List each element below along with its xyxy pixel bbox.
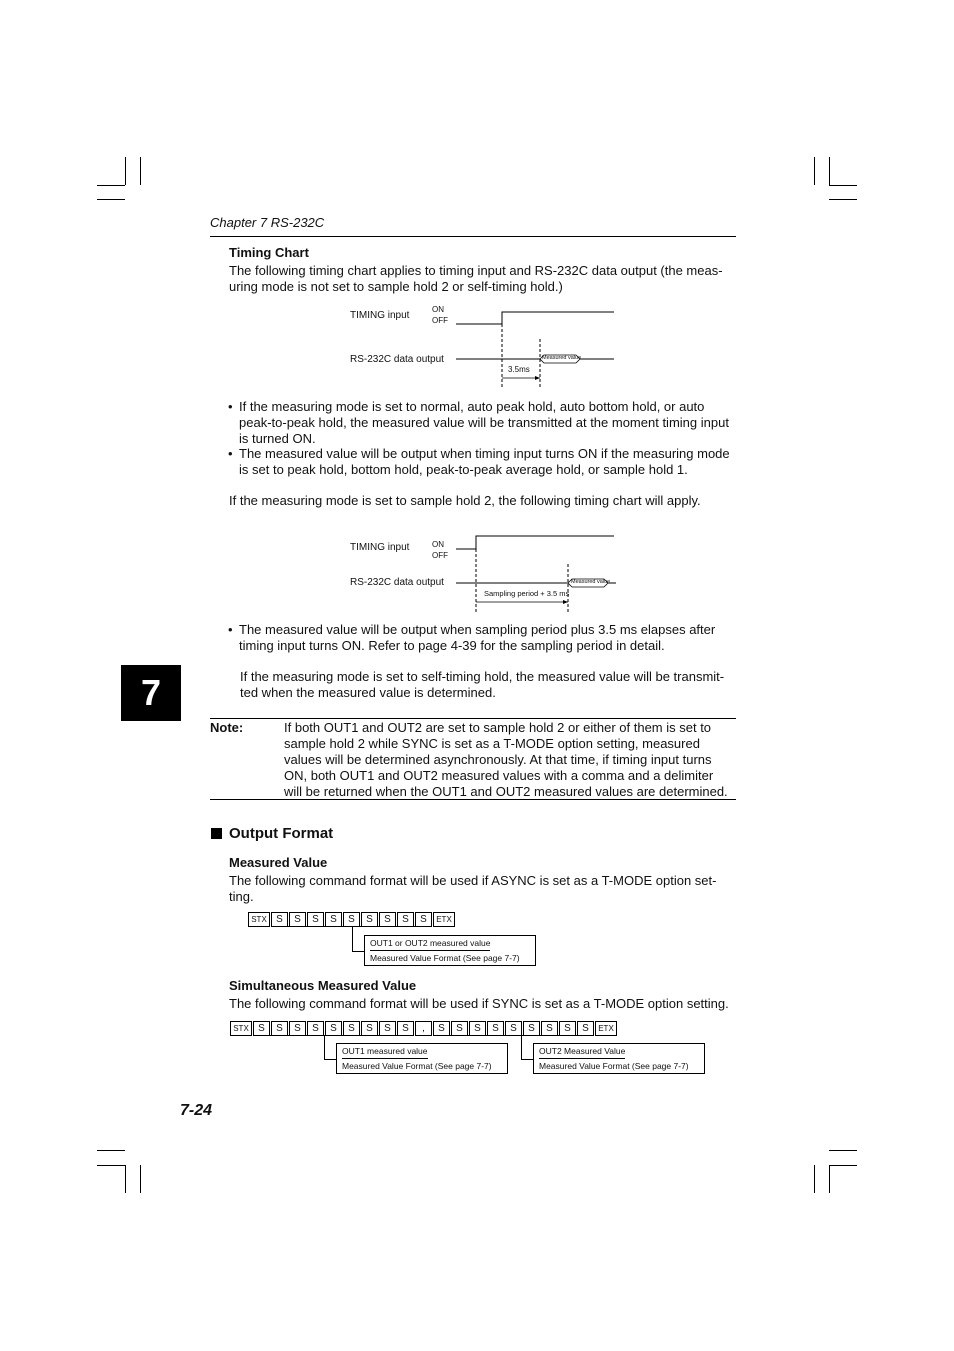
sync-command-cell: S: [307, 1021, 324, 1036]
chapter-tab: 7: [121, 665, 181, 721]
sync-command-cell: S: [523, 1021, 540, 1036]
diagram2-timing-input-label: TIMING input: [350, 542, 410, 553]
async-bracket-foot: [352, 951, 364, 952]
bullet-hold-modes: • The measured value will be output when timing input turns ON if the measuring mode is set to peak hold, bottom hold, peak-to-peak average hold, or sample hold 1.: [228, 446, 730, 477]
sync-out2-bracket-line: [434, 1035, 592, 1036]
diagram1-on-label: ON: [432, 305, 444, 314]
page-number: 7-24: [180, 1102, 213, 1119]
measured-value-line2: ting.: [229, 889, 254, 904]
async-command-cell: S: [379, 912, 396, 927]
diagram2-on-label: ON: [432, 540, 444, 549]
sync-command-cell: ,: [415, 1021, 432, 1036]
timing-chart-heading: Timing Chart: [229, 245, 309, 260]
sync-command-cell: S: [361, 1021, 378, 1036]
note-label: Note:: [210, 720, 244, 735]
diagram1-measured-value: Measured value: [542, 355, 582, 361]
header-rule: [210, 236, 736, 237]
output-format-heading: Output Format: [229, 825, 334, 842]
sync-command-cell: S: [379, 1021, 396, 1036]
async-bracket-line: [274, 926, 432, 927]
diagram1-timing-input-label: TIMING input: [350, 310, 410, 321]
diagram2-data-output-label: RS-232C data output: [350, 577, 444, 588]
async-command-cell: STX: [248, 912, 270, 927]
bullet-auto-modes: • If the measuring mode is set to normal, auto peak hold, auto bottom hold, or auto peak-to-peak hold, the measured value will be transmitted at the moment timing input is turned ON.: [228, 399, 729, 446]
sample-hold2-intro: If the measuring mode is set to sample hold 2, the following timing chart will apply.: [229, 493, 701, 508]
sync-out2-label-box: OUT2 Measured Value Measured Value Format (See page 7-7): [533, 1043, 705, 1074]
sync-command-cell: S: [451, 1021, 468, 1036]
measured-value-line1: The following command format will be used if ASYNC is set as a T-MODE option set-: [229, 873, 717, 888]
async-command-cell: S: [307, 912, 324, 927]
sync-command-cell: S: [433, 1021, 450, 1036]
sync-command-cell: S: [559, 1021, 576, 1036]
diagram1-onoff-label: [432, 304, 448, 326]
sync-command-cell: S: [541, 1021, 558, 1036]
async-command-cell: S: [325, 912, 342, 927]
note-text: If both OUT1 and OUT2 are set to sample hold 2 or either of them is set to sample hold 2 while SYNC is set as a T-MODE option setting, measured values will be determined asynchronously. At that time, if timing input turns ON, both OUT1 and OUT2 measured values with a comma and a delimiter will be returned when the OUT1 and OUT2 measured values are determined.: [284, 720, 728, 799]
sync-command-cell: S: [343, 1021, 360, 1036]
sync-out2-bracket-tick: [521, 1036, 522, 1060]
diagram2-measured-value: Measured value: [571, 579, 611, 585]
async-command-cell: S: [289, 912, 306, 927]
section-square-icon: [211, 828, 222, 839]
sync-command-cell: S: [397, 1021, 414, 1036]
self-timing-paragraph: If the measuring mode is set to self-timing hold, the measured value will be transmit- ted when the measured value is determined.: [240, 669, 725, 700]
async-command-cell: S: [415, 912, 432, 927]
sync-command-cell: S: [271, 1021, 288, 1036]
note-top-rule: [210, 718, 736, 719]
timing-diagram-1: [450, 305, 620, 387]
sync-command-cell: S: [469, 1021, 486, 1036]
sync-command-cell: STX: [230, 1021, 252, 1036]
async-command-cell: S: [343, 912, 360, 927]
timing-diagram-2: [450, 530, 620, 612]
measured-value-heading: Measured Value: [229, 855, 328, 870]
async-command-cell: S: [271, 912, 288, 927]
simultaneous-line1: The following command format will be used if SYNC is set as a T-MODE option setting.: [229, 996, 729, 1011]
async-bracket-tick: [352, 927, 353, 951]
diagram1-data-output-label: RS-232C data output: [350, 354, 444, 365]
sync-out1-bracket-tick: [324, 1036, 325, 1060]
async-command-cell: S: [361, 912, 378, 927]
async-label-box: OUT1 or OUT2 measured value Measured Value Format (See page 7-7): [364, 935, 536, 966]
note-bottom-rule: [210, 799, 736, 800]
simultaneous-heading: Simultaneous Measured Value: [229, 978, 417, 993]
async-command-cell: ETX: [433, 912, 455, 927]
sync-command-cell: S: [505, 1021, 522, 1036]
timing-intro-line2: uring mode is not set to sample hold 2 or self-timing hold.): [229, 279, 563, 294]
async-command-cell: S: [397, 912, 414, 927]
sync-command-cell: S: [325, 1021, 342, 1036]
sync-out1-bracket-foot: [324, 1059, 336, 1060]
diagram2-delay-label: Sampling period + 3.5 ms: [484, 589, 570, 598]
sync-command-cell: S: [253, 1021, 270, 1036]
bullet-sampling-period: • The measured value will be output when sampling period plus 3.5 ms elapses after timing input turns ON. Refer to page 4-39 for the sampling period in detail.: [228, 622, 716, 653]
sync-out1-bracket-line: [254, 1035, 412, 1036]
sync-command-cell: S: [577, 1021, 594, 1036]
diagram1-off-label: OFF: [432, 316, 448, 325]
sync-out2-bracket-foot: [521, 1059, 533, 1060]
sync-command-cell: ETX: [595, 1021, 617, 1036]
diagram1-delay-label: 3.5ms: [508, 365, 530, 374]
sync-out1-label-box: OUT1 measured value Measured Value Format (See page 7-7): [336, 1043, 508, 1074]
timing-intro-line1: The following timing chart applies to timing input and RS-232C data output (the meas-: [229, 263, 723, 278]
diagram2-off-label: OFF: [432, 551, 448, 560]
diagram2-onoff-label: [432, 539, 448, 561]
chapter-header: Chapter 7 RS-232C: [210, 215, 325, 230]
sync-command-cell: S: [487, 1021, 504, 1036]
sync-command-cell: S: [289, 1021, 306, 1036]
